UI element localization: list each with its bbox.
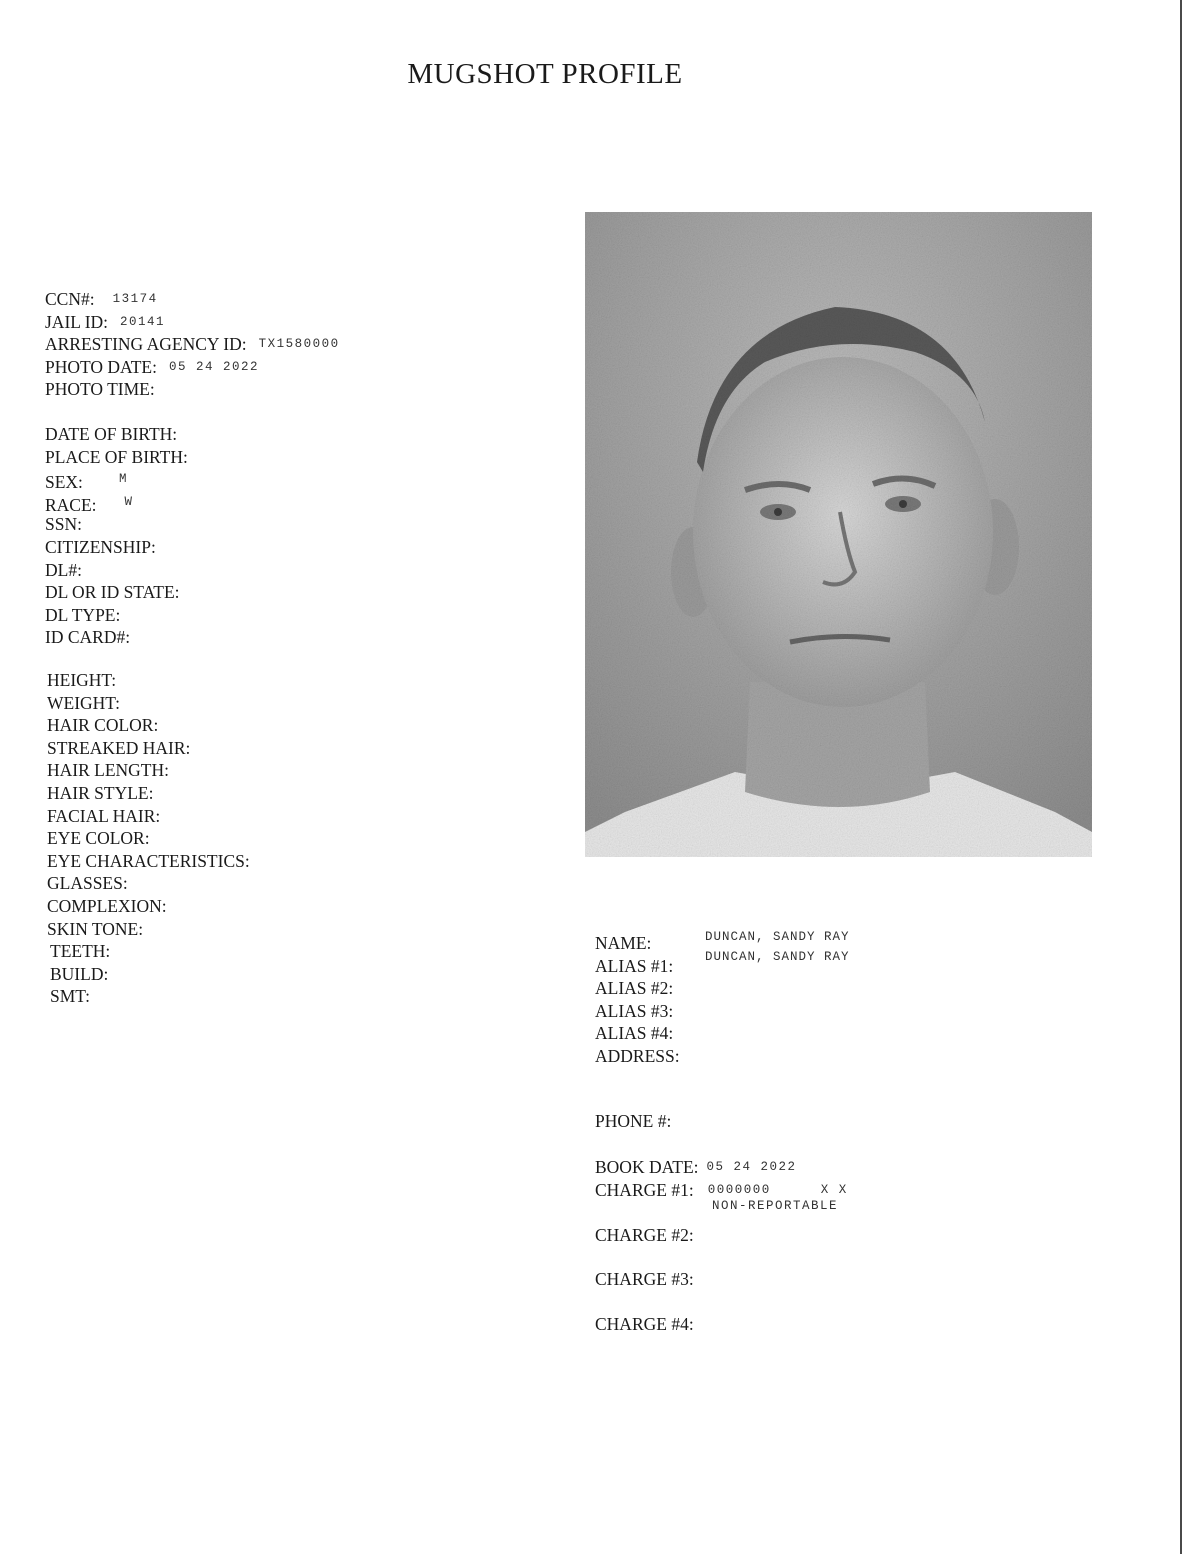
field-alias-3: ALIAS #3: <box>595 1000 674 1021</box>
field-height: HEIGHT: <box>47 670 117 690</box>
personal-info-group <box>45 423 200 649</box>
field-smt: SMT: <box>50 986 90 1007</box>
field-eye-color: EYE COLOR: <box>47 828 150 849</box>
field-dl-or-id-state: DL OR ID STATE: <box>45 582 180 603</box>
field-phone: PHONE #: <box>595 1111 672 1131</box>
field-weight: WEIGHT: <box>47 692 120 713</box>
field-id-card: ID CARD#: <box>45 627 131 648</box>
field-citizenship: CITIZENSHIP: <box>45 536 156 557</box>
field-alias-1: ALIAS #1: DUNCAN, SANDY RAY <box>595 949 850 976</box>
field-charge-3: CHARGE #3: <box>595 1269 694 1289</box>
field-alias-4: ALIAS #4: <box>595 1023 674 1044</box>
page-edge-line <box>1180 0 1182 1554</box>
field-facial-hair: FACIAL HAIR: <box>47 805 161 826</box>
field-complexion: COMPLEXION: <box>47 895 167 916</box>
field-ssn: SSN: <box>45 514 82 535</box>
field-dl-number: DL#: <box>45 559 82 580</box>
page-title: MUGSHOT PROFILE <box>407 58 683 90</box>
field-dl-type: DL TYPE: <box>45 604 121 625</box>
field-book-date: BOOK DATE: 05 24 2022 <box>595 1157 797 1177</box>
field-charge-1-description: NON-REPORTABLE <box>712 1199 839 1214</box>
field-charge-1: CHARGE #1: 0000000 X X <box>595 1179 848 1200</box>
field-glasses: GLASSES: <box>47 873 128 894</box>
field-alias-2: ALIAS #2: <box>595 978 674 999</box>
field-jail-id: JAIL ID: 20141 <box>45 311 166 332</box>
field-place-of-birth: PLACE OF BIRTH: <box>45 446 188 467</box>
field-address: ADDRESS: <box>595 1045 680 1066</box>
field-charge-4: CHARGE #4: <box>595 1314 694 1334</box>
field-photo-time: PHOTO TIME: <box>45 379 155 400</box>
field-ccn: CCN#: 13174 <box>45 289 158 309</box>
field-teeth: TEETH: <box>50 941 111 962</box>
field-hair-color: HAIR COLOR: <box>47 715 159 736</box>
field-date-of-birth: DATE OF BIRTH: <box>45 424 178 444</box>
field-charge-2: CHARGE #2: <box>595 1225 694 1245</box>
field-eye-characteristics: EYE CHARACTERISTICS: <box>47 850 250 871</box>
field-streaked-hair: STREAKED HAIR: <box>47 737 191 758</box>
field-sex: SEX: $^M$ <box>45 472 128 493</box>
field-photo-date: PHOTO DATE: 05 24 2022 <box>45 356 259 377</box>
identifiers-group <box>45 288 340 401</box>
mugshot-photo <box>585 212 1092 857</box>
field-hair-style: HAIR STYLE: <box>47 782 154 803</box>
field-skin-tone: SKIN TONE: <box>47 918 144 939</box>
names-block <box>595 930 850 1068</box>
field-hair-length: HAIR LENGTH: <box>47 760 169 781</box>
field-name: NAME: DUNCAN, SANDY RAY <box>595 930 850 953</box>
field-arresting-agency-id: ARRESTING AGENCY ID: TX1580000 <box>45 334 340 355</box>
physical-description-group <box>47 669 262 1008</box>
field-build: BUILD: <box>50 963 109 984</box>
booking-block <box>595 1156 848 1221</box>
field-race: RACE: $^W$ <box>45 494 134 515</box>
